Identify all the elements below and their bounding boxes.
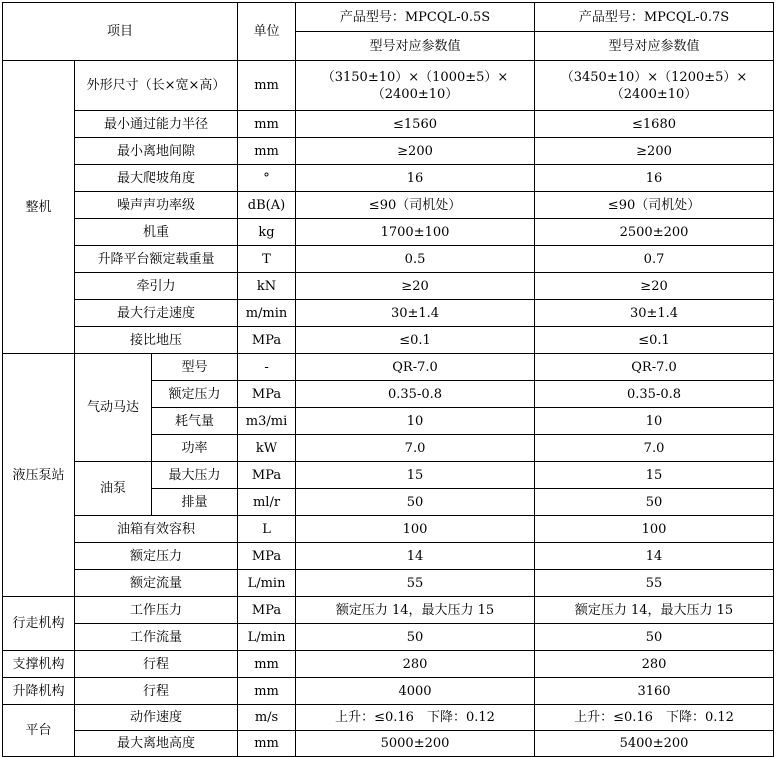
param-cell: 型号 [152,354,238,381]
unit-cell: kN [238,273,296,300]
value-a-cell: 16 [296,165,535,192]
group-lift: 升降机构 [3,678,75,705]
value-b-cell: 0.35-0.8 [535,381,774,408]
group-travel: 行走机构 [3,597,75,651]
param-cell: 耗气量 [152,408,238,435]
value-a-cell: 0.5 [296,246,535,273]
value-b-cell: 0.7 [535,246,774,273]
value-b-cell: ≤0.1 [535,327,774,354]
table-row [3,705,774,731]
table-row [3,111,774,138]
value-a-cell: ≤0.1 [296,327,535,354]
unit-cell: - [238,354,296,381]
param-cell: 机重 [75,219,238,246]
value-b-cell: 3160 [535,678,774,705]
table-row [3,327,774,354]
value-b-cell: 16 [535,165,774,192]
unit-cell: L/min [238,570,296,597]
unit-cell: mm [238,61,296,111]
param-cell: 行程 [75,651,238,678]
table-row [3,462,774,489]
param-cell: 最大行走速度 [75,300,238,327]
value-b-cell: 280 [535,651,774,678]
param-cell: 最大压力 [152,462,238,489]
value-b-cell: ≥20 [535,273,774,300]
value-a-cell: 30±1.4 [296,300,535,327]
param-cell: 噪声声功率级 [75,192,238,219]
table-row [3,516,774,543]
table-row [3,165,774,192]
table-row [3,731,774,757]
value-a-cell: 0.35-0.8 [296,381,535,408]
table-row [3,246,774,273]
value-b-cell: 上升：≤0.16 下降：0.12 [535,705,774,731]
unit-cell: mm [238,138,296,165]
unit-cell: T [238,246,296,273]
unit-cell: mm [238,678,296,705]
unit-cell: L/min [238,624,296,651]
param-cell: 工作流量 [75,624,238,651]
param-cell: 最大离地高度 [75,731,238,757]
value-b-cell: 30±1.4 [535,300,774,327]
param-cell: 额定流量 [75,570,238,597]
value-b-cell: 14 [535,543,774,570]
value-a-cell: 14 [296,543,535,570]
subgroup-air-motor: 气动马达 [75,354,152,462]
header-model-b: 产品型号：MPCQL-0.7S [535,3,774,32]
table-row [3,543,774,570]
table-row [3,651,774,678]
unit-cell: mm [238,731,296,757]
value-a-cell: 55 [296,570,535,597]
value-a-cell: （3150±10）×（1000±5）×（2400±10） [296,61,535,111]
table-row [3,624,774,651]
group-support: 支撑机构 [3,651,75,678]
value-b-cell: QR-7.0 [535,354,774,381]
value-b-cell: ≤1680 [535,111,774,138]
param-cell: 油箱有效容积 [75,516,238,543]
table-row [3,138,774,165]
value-b-cell: ≤90（司机处） [535,192,774,219]
value-b-cell: （3450±10）×（1200±5）×（2400±10） [535,61,774,111]
table-row [3,273,774,300]
value-a-cell: 280 [296,651,535,678]
param-cell: 最小离地间隙 [75,138,238,165]
value-b-cell: 100 [535,516,774,543]
value-b-cell: 10 [535,408,774,435]
unit-cell: MPa [238,543,296,570]
param-cell: 最大爬坡角度 [75,165,238,192]
header-model-a: 产品型号：MPCQL-0.5S [296,3,535,32]
unit-cell: dB(A) [238,192,296,219]
unit-cell: ml/r [238,489,296,516]
value-a-cell: 额定压力 14，最大压力 15 [296,597,535,624]
spec-table [2,2,774,757]
value-b-cell: 15 [535,462,774,489]
table-row [3,678,774,705]
table-row [3,354,774,381]
value-a-cell: 15 [296,462,535,489]
value-a-cell: 7.0 [296,435,535,462]
unit-cell: m/min [238,300,296,327]
value-b-cell: 7.0 [535,435,774,462]
value-a-cell: QR-7.0 [296,354,535,381]
unit-cell: MPa [238,381,296,408]
subgroup-oil-pump: 油泵 [75,462,152,516]
unit-cell: ° [238,165,296,192]
unit-cell: m/s [238,705,296,731]
value-a-cell: 5000±200 [296,731,535,757]
unit-cell: kW [238,435,296,462]
param-cell: 最小通过能力半径 [75,111,238,138]
group-machine: 整机 [3,61,75,354]
value-a-cell: 1700±100 [296,219,535,246]
table-row [3,597,774,624]
param-cell: 接比地压 [75,327,238,354]
value-a-cell: ≥200 [296,138,535,165]
table-row [3,300,774,327]
value-a-cell: 4000 [296,678,535,705]
header-row [3,3,774,32]
value-a-cell: 50 [296,489,535,516]
value-a-cell: 100 [296,516,535,543]
header-model-a-sub: 型号对应参数值 [296,32,535,61]
value-a-cell: ≥20 [296,273,535,300]
param-cell: 动作速度 [75,705,238,731]
unit-cell: MPa [238,327,296,354]
unit-cell: MPa [238,597,296,624]
value-a-cell: 10 [296,408,535,435]
unit-cell: mm [238,111,296,138]
value-b-cell: 2500±200 [535,219,774,246]
table-row [3,61,774,111]
value-b-cell: 额定压力 14，最大压力 15 [535,597,774,624]
value-b-cell: 50 [535,489,774,516]
header-item: 项目 [3,3,238,61]
param-cell: 外形尺寸（长×宽×高） [75,61,238,111]
table-row [3,219,774,246]
unit-cell: L [238,516,296,543]
header-model-b-sub: 型号对应参数值 [535,32,774,61]
value-b-cell: 50 [535,624,774,651]
unit-cell: m3/mi [238,408,296,435]
value-a-cell: 上升：≤0.16 下降：0.12 [296,705,535,731]
param-cell: 行程 [75,678,238,705]
header-unit: 单位 [238,3,296,61]
table-row [3,192,774,219]
param-cell: 功率 [152,435,238,462]
param-cell: 牵引力 [75,273,238,300]
unit-cell: mm [238,651,296,678]
value-b-cell: 5400±200 [535,731,774,757]
value-a-cell: ≤1560 [296,111,535,138]
unit-cell: MPa [238,462,296,489]
param-cell: 升降平台额定载重量 [75,246,238,273]
param-cell: 工作压力 [75,597,238,624]
unit-cell: kg [238,219,296,246]
param-cell: 排量 [152,489,238,516]
param-cell: 额定压力 [152,381,238,408]
param-cell: 额定压力 [75,543,238,570]
group-hydraulic: 液压泵站 [3,354,75,597]
group-platform: 平台 [3,705,75,757]
value-a-cell: 50 [296,624,535,651]
table-row [3,570,774,597]
value-a-cell: ≤90（司机处） [296,192,535,219]
value-b-cell: 55 [535,570,774,597]
value-b-cell: ≥200 [535,138,774,165]
